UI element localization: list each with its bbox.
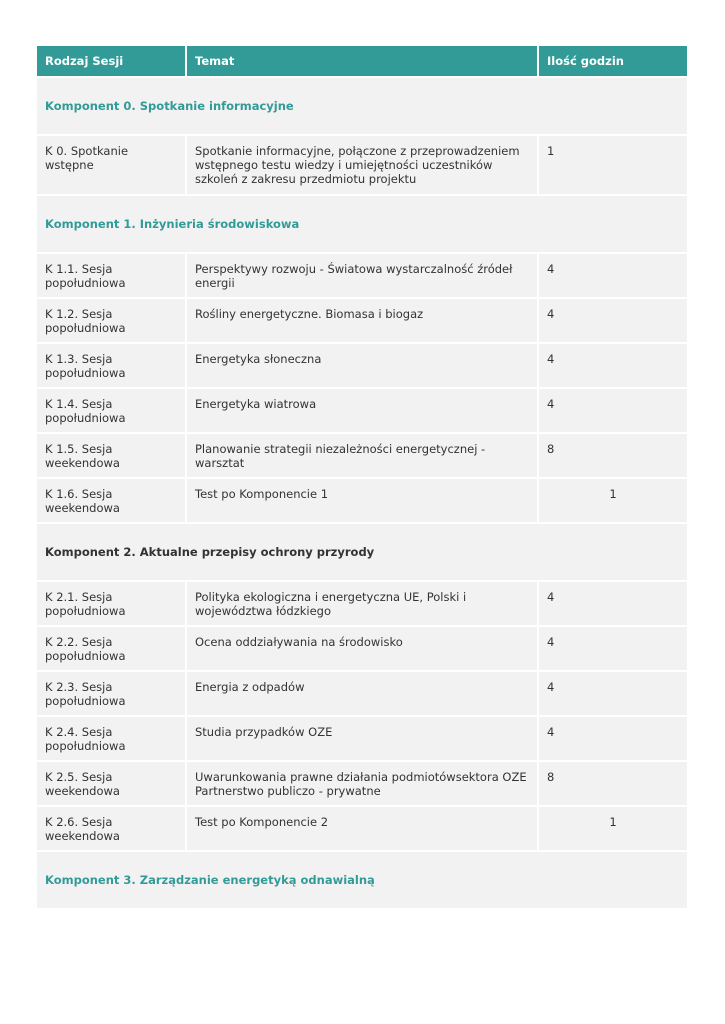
cell-topic: Uwarunkowania prawne działania podmiotówsektora OZE Partnerstwo publiczo - prywatne	[186, 761, 538, 806]
cell-topic: Planowanie strategii niezależności energetycznej - warsztat	[186, 433, 538, 478]
cell-hours: 4	[538, 343, 687, 388]
cell-hours: 8	[538, 761, 687, 806]
cell-hours: 4	[538, 581, 687, 626]
cell-session: K 1.2. Sesja popołudniowa	[37, 298, 186, 343]
cell-topic: Studia przypadków OZE	[186, 716, 538, 761]
cell-topic: Energia z odpadów	[186, 671, 538, 716]
section-row	[37, 851, 687, 908]
cell-topic: Energetyka wiatrowa	[186, 388, 538, 433]
cell-hours: 4	[538, 253, 687, 298]
cell-hours: 1	[538, 478, 687, 523]
table-row	[37, 671, 687, 716]
table-header	[37, 46, 687, 77]
cell-topic: Test po Komponencie 1	[186, 478, 538, 523]
table-row	[37, 253, 687, 298]
cell-session: K 2.5. Sesja weekendowa	[37, 761, 186, 806]
table-row	[37, 761, 687, 806]
section-heading: Komponent 2. Aktualne przepisy ochrony przyrody	[37, 523, 687, 581]
cell-topic: Test po Komponencie 2	[186, 806, 538, 851]
table-row	[37, 626, 687, 671]
header-session-type: Rodzaj Sesji	[37, 46, 186, 77]
cell-hours: 8	[538, 433, 687, 478]
section-row	[37, 195, 687, 253]
table-row	[37, 716, 687, 761]
section-row	[37, 523, 687, 581]
cell-session: K 2.3. Sesja popołudniowa	[37, 671, 186, 716]
table-row	[37, 806, 687, 851]
cell-topic: Spotkanie informacyjne, połączone z przeprowadzeniem wstępnego testu wiedzy i umiejętności uczestników szkoleń z zakresu przedmiotu projektu	[186, 135, 538, 195]
cell-topic: Polityka ekologiczna i energetyczna UE, Polski i województwa łódzkiego	[186, 581, 538, 626]
table-row	[37, 433, 687, 478]
cell-topic: Rośliny energetyczne. Biomasa i biogaz	[186, 298, 538, 343]
header-topic: Temat	[186, 46, 538, 77]
cell-hours: 1	[538, 135, 687, 195]
cell-hours: 4	[538, 716, 687, 761]
cell-session: K 0. Spotkanie wstępne	[37, 135, 186, 195]
table-row	[37, 135, 687, 195]
cell-session: K 2.6. Sesja weekendowa	[37, 806, 186, 851]
section-heading: Komponent 3. Zarządzanie energetyką odnawialną	[37, 851, 687, 908]
section-heading: Komponent 1. Inżynieria środowiskowa	[37, 195, 687, 253]
cell-topic: Ocena oddziaływania na środowisko	[186, 626, 538, 671]
cell-session: K 1.1. Sesja popołudniowa	[37, 253, 186, 298]
cell-session: K 2.1. Sesja popołudniowa	[37, 581, 186, 626]
cell-session: K 1.5. Sesja weekendowa	[37, 433, 186, 478]
cell-topic: Perspektywy rozwoju - Światowa wystarczalność źródeł energii	[186, 253, 538, 298]
schedule-table	[37, 46, 687, 908]
cell-session: K 1.3. Sesja popołudniowa	[37, 343, 186, 388]
cell-session: K 1.6. Sesja weekendowa	[37, 478, 186, 523]
cell-topic: Energetyka słoneczna	[186, 343, 538, 388]
table-body	[37, 77, 687, 908]
table-row	[37, 298, 687, 343]
cell-hours: 1	[538, 806, 687, 851]
cell-hours: 4	[538, 388, 687, 433]
cell-hours: 4	[538, 626, 687, 671]
cell-session: K 2.2. Sesja popołudniowa	[37, 626, 186, 671]
cell-hours: 4	[538, 671, 687, 716]
section-heading: Komponent 0. Spotkanie informacyjne	[37, 77, 687, 135]
header-hours: Ilość godzin	[538, 46, 687, 77]
cell-hours: 4	[538, 298, 687, 343]
section-row	[37, 77, 687, 135]
table-row	[37, 343, 687, 388]
header-row	[37, 46, 687, 77]
table-row	[37, 581, 687, 626]
table-row	[37, 478, 687, 523]
cell-session: K 1.4. Sesja popołudniowa	[37, 388, 186, 433]
cell-session: K 2.4. Sesja popołudniowa	[37, 716, 186, 761]
table-row	[37, 388, 687, 433]
